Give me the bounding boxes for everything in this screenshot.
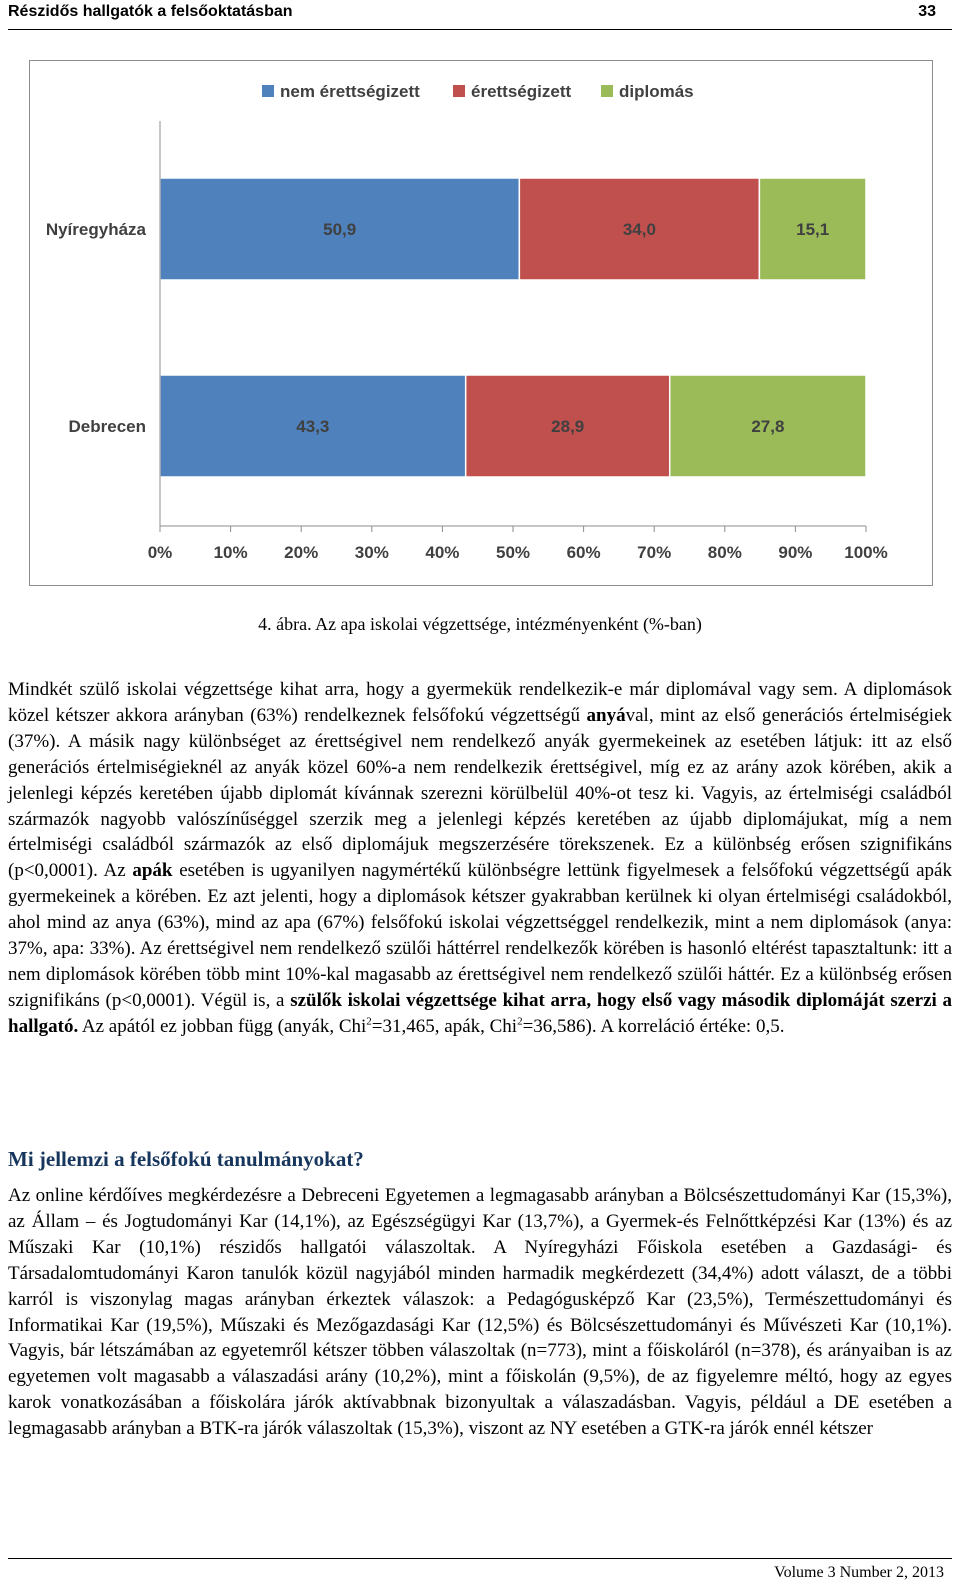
data-label: 34,0 xyxy=(622,220,656,239)
x-tick-label: 100% xyxy=(844,543,888,562)
legend-swatch xyxy=(601,85,613,97)
x-tick-label: 50% xyxy=(495,543,531,562)
text-run: Mindkét szülő iskolai végzettsége kihat arra, hogy a gyermekük rendelkezik-e már diplomával vagy sem. A diplomások közel kétszer akkora arányban (63%) rendelkeznek felsőfokú végzettségű xyxy=(8,679,952,726)
footer-rule xyxy=(8,1558,952,1559)
data-label: 27,8 xyxy=(751,417,785,436)
body-paragraph-2: Az online kérdőíves megkérdezésre a Debreceni Egyetemen a legmagasabb arányban a Bölcsészettudományi Kar (15,3%), az Állam – és Jogtudományi Kar (14,1%), az Egészségügyi Kar (13,7%), a Gyermek-és Felnőttképzési Kar (13%) és az Műszaki Kar (10,1%) részidős hallgatói válaszoltak. A Nyíregyházi Főiskola esetében a Gazdasági- és Társadalomtudományi Karon tanulók közül nagyjából minden harmadik megkérdezett (34,4%) adott választ, de a többi karról is viszonylag magas arányban érkeztek válaszok: a Pedagógusképző Kar (23,5%), Természettudományi és Informatikai Kar (19,5%), Műszaki és Mezőgazdasági Kar (12,5%) és Bölcsészettudományi és Művészeti Kar (10,1%). Vagyis, bár létszámában az egyetemről kétszer többen válaszoltak (n=773), mint a főiskoláról (n=378), és arányaiban is az egyetemen volt magasabb a válaszadási arány (10,2%), mint a főiskolán (9,5%), de az figyelemre méltó, hogy az egyes karok vonatkozásában a főiskolára járók aktívabbnak bizonyultak a válaszadásban. Vagyis, például a DE esetében a legmagasabb arányban a BTK-ra járók válaszoltak (15,3%), viszont az NY esetében a GTK-ra járók ennél kétszer xyxy=(8,1185,952,1440)
x-tick-label: 70% xyxy=(637,543,672,562)
bold-run: anyá xyxy=(586,704,626,726)
x-tick-label: 0% xyxy=(147,543,173,562)
legend-swatch xyxy=(262,85,274,97)
chart-svg xyxy=(30,61,932,585)
body-paragraph-1 xyxy=(8,677,952,1040)
data-label: 50,9 xyxy=(323,220,357,239)
superscript: 2 xyxy=(517,1015,523,1028)
page-footer: Volume 3 Number 2, 2013 xyxy=(774,1564,944,1581)
category-label: Debrecen xyxy=(68,417,146,436)
x-tick-label: 30% xyxy=(354,543,389,562)
x-tick-label: 90% xyxy=(778,543,813,562)
x-tick-label: 40% xyxy=(425,543,460,562)
text-run: =36,586). A korreláció értéke: 0,5. xyxy=(522,1015,785,1037)
legend-label: nem érettségizett xyxy=(280,82,420,101)
x-tick-label: 10% xyxy=(213,543,248,562)
bold-run: szülők iskolai végzettsége kihat arra, hogy első vagy második diplomáját szerzi a hallgató. xyxy=(8,989,952,1037)
data-label: 28,9 xyxy=(551,417,585,436)
legend-swatch xyxy=(453,85,465,97)
section-heading: Mi jellemzi a felsőfokú tanulmányokat? xyxy=(8,1147,364,1171)
x-tick-label: 20% xyxy=(284,543,319,562)
legend-label: érettségizett xyxy=(471,82,572,101)
bold-run: apák xyxy=(132,860,173,882)
data-label: 15,1 xyxy=(796,220,830,239)
page-number: 33 xyxy=(918,3,936,20)
text-run: Az apától ez jobban függ (anyák, Chi xyxy=(78,1015,367,1037)
legend-label: diplomás xyxy=(619,82,694,101)
category-label: Nyíregyháza xyxy=(45,220,146,239)
data-label: 43,3 xyxy=(296,417,330,436)
stacked-bar-chart xyxy=(29,60,933,586)
running-title: Részidős hallgatók a felsőoktatásban xyxy=(8,3,293,20)
figure-caption: 4. ábra. Az apa iskolai végzettsége, intézményenként (%-ban) xyxy=(258,614,702,634)
superscript: 2 xyxy=(366,1015,372,1028)
x-tick-label: 60% xyxy=(566,543,601,562)
text-run: val, mint az első generációs értelmiségiek (37%). A másik nagy különbséget az érettségivel nem rendelkező anyák gyermekeinek az esetében látjuk: itt az első generációs értelmiségieknél az anyák közel 60%-a nem rendelkezik érettségivel, míg ez az arány azok körében, akik a jelenlegi képzés keretében újabb diplomát kívánnak szerezni körülbelül 40%-ot tesz ki. Vagyis, az értelmiségi családból származók nagyobb valószínűséggel szerzik meg a jelenlegi képzés keretében az újabb diplomájukat, míg a nem értelmiségi családból származók az első diplomájuk megszerzésére törekszenek. Ez a különbség erősen szignifikáns (p<0,0001). Az xyxy=(8,704,952,882)
x-tick-label: 80% xyxy=(707,543,742,562)
text-run: esetében is ugyanilyen nagymértékű különbségre lettünk figyelmesek a felsőfokú végzettségű apák gyermekeinek a körében. Ez azt jelenti, hogy a diplomások kétszer gyakrabban kerülnek ki olyan értelmiségi családokból, ahol mind az anya (63%), mind az apa (67%) felsőfokú iskolai végzettséggel rendelkezik, mint a nem diplomások (anya: 37%, apa: 33%). Az érettségivel nem rendelkező szülői háttérrel rendelkezők körében is hasonló eltérést tapasztaltunk: itt a nem diplomások körében több mint 10%-kal magasabb az érettségivel nem rendelkező szülői háttér. Ez a különbség erősen szignifikáns (p<0,0001). Végül is, a xyxy=(8,860,952,1011)
page-header xyxy=(8,0,952,30)
text-run: =31,465, apák, Chi xyxy=(371,1015,518,1037)
